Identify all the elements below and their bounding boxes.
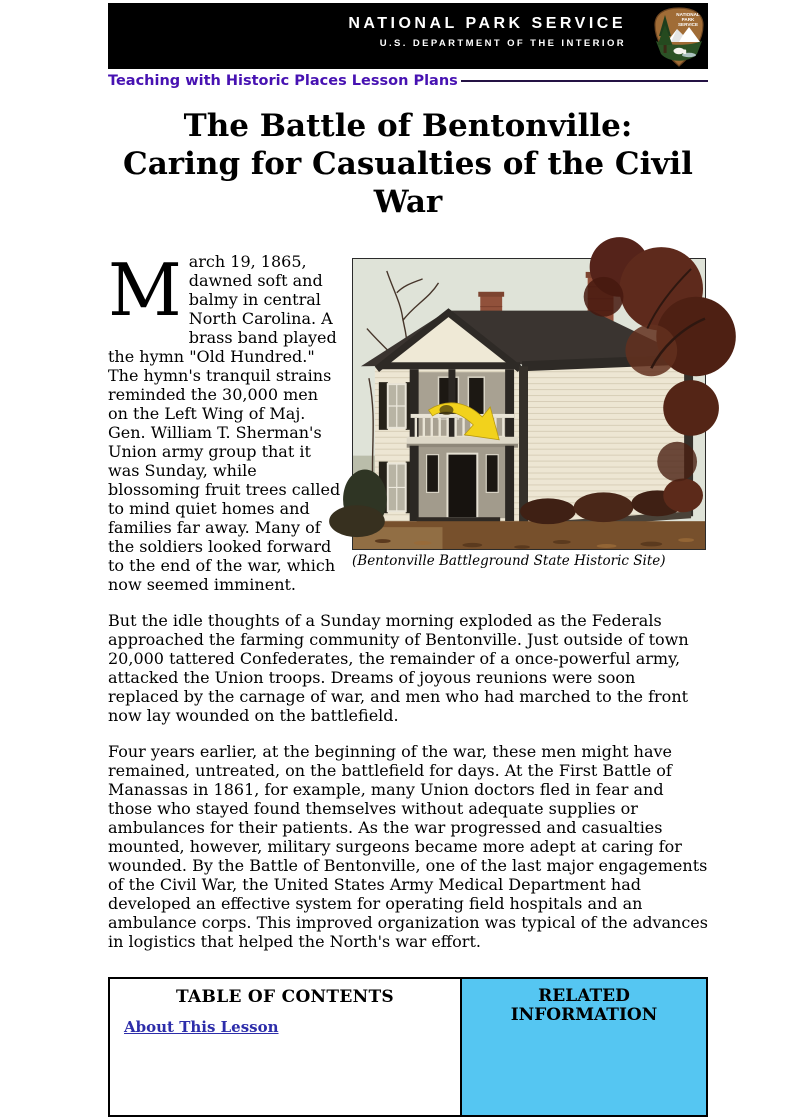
tagline-row bbox=[108, 71, 708, 90]
link-about-this-lesson[interactable]: About This Lesson bbox=[124, 1018, 279, 1036]
related-information-header: RELATED INFORMATION bbox=[510, 986, 658, 1025]
lesson-plan-page bbox=[0, 3, 800, 1036]
related-information-cell bbox=[462, 979, 706, 1115]
table-of-contents-header: TABLE OF CONTENTS bbox=[176, 987, 394, 1007]
page-title bbox=[108, 107, 708, 221]
table-of-contents-cell bbox=[110, 979, 462, 1115]
photo-figure bbox=[352, 258, 708, 569]
arrowhead-text-line3: SERVICE bbox=[677, 22, 699, 27]
paragraph-1-text: arch 19, 1865, dawned soft and balmy in central North Carolina. A brass band played the hymn "Old Hundred." The hymn's tranquil strains reminded the 30,000 men on the Left Wing of Maj. Gen. William T. Sherman's Union army group that it was Sunday, while blossoming fruit trees called to mind quiet homes and families far away. Many of the soldiers looked forward to the end of the war, which now seemed imminent. bbox=[108, 252, 341, 594]
nps-arrowhead-logo-icon bbox=[651, 6, 707, 68]
harper-house-photo bbox=[352, 258, 706, 550]
site-tagline: Teaching with Historic Places Lesson Plans bbox=[108, 72, 458, 89]
article-body bbox=[108, 248, 708, 951]
page-title-line2: Caring for Casualties of the Civil War bbox=[123, 146, 693, 220]
nps-banner-wordmark bbox=[348, 15, 626, 49]
navigation-table bbox=[108, 977, 708, 1117]
paragraph-2: But the idle thoughts of a Sunday morning exploded as the Federals approached the farming community of Bentonville. Just outside of town 20,000 tattered Confederates, the remainder of a once-powerful army, attacked the Union troops. Dreams of joyous reunions were soon replaced by the carnage of war, and men who had marched to the front now lay wounded on the battlefield. bbox=[108, 611, 689, 725]
photo-caption: (Bentonville Battleground State Historic Site) bbox=[352, 553, 666, 569]
paragraph-3: Four years earlier, at the beginning of the war, these men might have remained, untreated, on the battlefield for days. At the First Battle of Manassas in 1861, for example, many Union doctors fled in fear and those who stayed found themselves without adequate supplies or ambulances for their patients. As the war progressed and casualties mounted, however, military surgeons became more adept at caring for wounded. By the Battle of Bentonville, one of the last major engagements of the Civil War, the United States Army Medical Department had developed an effective system for operating field hospitals and an ambulance corps. This improved organization was typical of the advances in logistics that helped the North's war effort. bbox=[108, 742, 708, 951]
arrowhead-text-line1: NATIONAL bbox=[676, 12, 700, 17]
nps-department-name: U.S. DEPARTMENT OF THE INTERIOR bbox=[379, 38, 626, 49]
tagline-rule bbox=[461, 80, 708, 82]
page-title-line1: The Battle of Bentonville: bbox=[183, 108, 633, 144]
arrowhead-text-line2: PARK bbox=[681, 17, 695, 22]
nps-agency-name: NATIONAL PARK SERVICE bbox=[348, 15, 626, 32]
dropcap-m: M bbox=[108, 248, 182, 332]
nps-banner bbox=[108, 3, 708, 69]
